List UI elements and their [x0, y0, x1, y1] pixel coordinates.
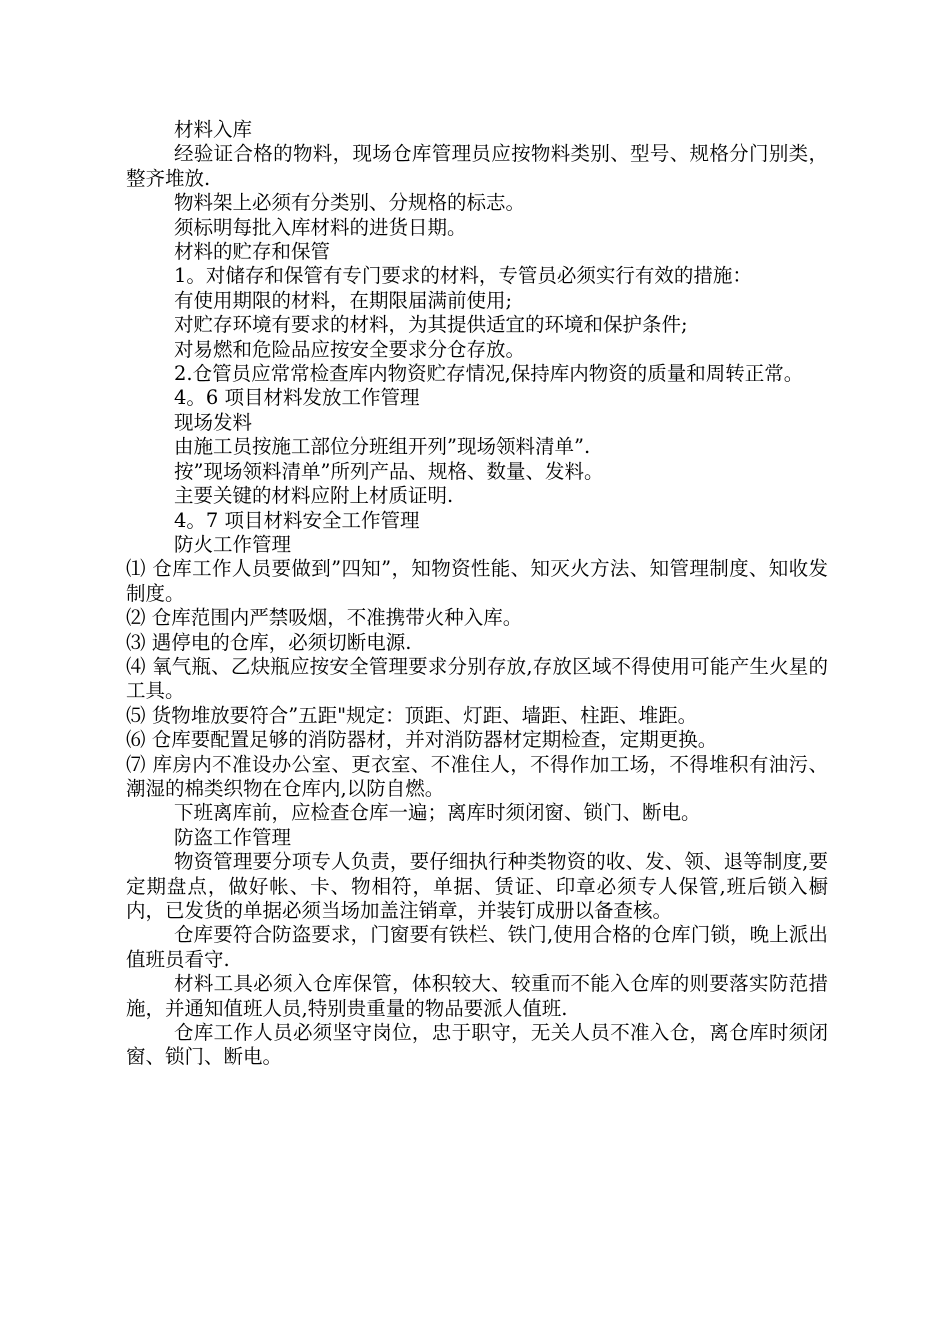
paragraph: 有使用期限的材料，在期限届满前使用; — [174, 288, 513, 312]
paragraph: 仓库工作人员必须坚守岗位，忠于职守，无关人员不准入仓，离仓库时须闭窗、锁门、断电。 — [126, 1021, 828, 1069]
paragraph: 由施工员按施工部位分班组开列”现场领料清单”. — [174, 435, 591, 459]
numbered-item: ⑵ 仓库范围内严禁吸烟，不准携带火种入库。 — [126, 606, 523, 630]
paragraph: 物资管理要分项专人负责，要仔细执行种类物资的收、发、领、退等制度,要定期盘点，做好帐、卡、物相符，单据、赁证、印章必须专人保管,班后锁入橱内，已发货的单据必须当场加盖注销章，并装钉成册以备查核。 — [126, 850, 828, 922]
paragraph: 须标明每批入库材料的进货日期。 — [174, 215, 467, 239]
paragraph: 1。对储存和保管有专门要求的材料，专管员必须实行有效的措施： — [174, 264, 752, 288]
numbered-item: ⑶ 遇停电的仓库，必须切断电源. — [126, 630, 412, 654]
paragraph: 按”现场领料清单”所列产品、规格、数量、发料。 — [174, 459, 604, 483]
section-heading: 4。7 项目材料安全工作管理 — [174, 508, 420, 532]
paragraph: 材料工具必须入仓库保管，体积较大、较重而不能入仓库的则要落实防范措施，并通知值班人员,特别贵重量的物品要派人值班. — [126, 972, 828, 1020]
section-heading: 4。6 项目材料发放工作管理 — [174, 386, 420, 410]
paragraph: 仓库要符合防盗要求，门窗要有铁栏、铁门,使用合格的仓库门锁，晚上派出值班员看守. — [126, 923, 828, 971]
paragraph: 经验证合格的物料，现场仓库管理员应按物料类别、型号、规格分门别类，整齐堆放. — [126, 142, 828, 190]
numbered-item: ⑺ 库房内不准设办公室、更衣室、不准住人，不得作加工场，不得堆积有油污、潮湿的棉类织物在仓库内,以防自燃。 — [126, 752, 828, 800]
paragraph: 防火工作管理 — [174, 532, 292, 556]
paragraph: 材料的贮存和保管 — [174, 240, 331, 264]
paragraph: 防盗工作管理 — [174, 825, 292, 849]
paragraph: 现场发料 — [174, 410, 253, 434]
numbered-item: ⑸ 货物堆放要符合”五距"规定：顶距、灯距、墙距、柱距、堆距。 — [126, 703, 698, 727]
paragraph: 对易燃和危险品应按安全要求分仓存放。 — [174, 337, 526, 361]
paragraph: 2.仓管员应常常检查库内物资贮存情况,保持库内物资的质量和周转正常。 — [174, 362, 804, 386]
numbered-item: ⑷ 氧气瓶、乙炔瓶应按安全管理要求分别存放,存放区域不得使用可能产生火星的工具。 — [126, 654, 828, 703]
numbered-item: ⑹ 仓库要配置足够的消防器材，并对消防器材定期检查，定期更换。 — [126, 728, 718, 752]
paragraph: 材料入库 — [174, 118, 253, 141]
document-body — [126, 118, 828, 1070]
paragraph: 物料架上必须有分类别、分规格的标志。 — [174, 191, 526, 215]
paragraph: 主要关键的材料应附上材质证明. — [174, 484, 454, 508]
paragraph: 下班离库前，应检查仓库一遍；离库时须闭窗、锁门、断电。 — [174, 801, 701, 825]
numbered-item: ⑴ 仓库工作人员要做到”四知”，知物资性能、知灭火方法、知管理制度、知收发制度。 — [126, 557, 828, 605]
paragraph: 对贮存环境有要求的材料，为其提供适宜的环境和保护条件; — [174, 313, 688, 337]
